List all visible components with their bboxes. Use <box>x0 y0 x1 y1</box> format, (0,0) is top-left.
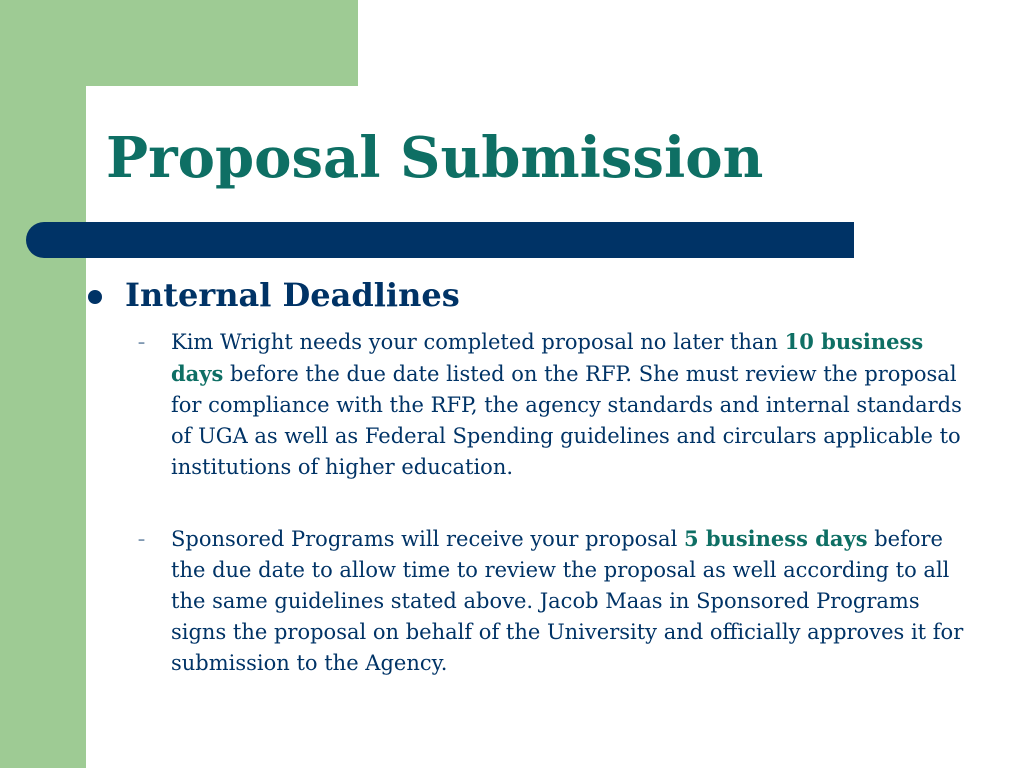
sub-bullet-item <box>171 523 971 679</box>
section-heading: Internal Deadlines <box>125 276 460 314</box>
bullet-dot-icon <box>88 290 102 304</box>
sub-bullet-text: Kim Wright needs your completed proposal no later than <box>171 330 785 354</box>
slide-title: Proposal Submission <box>106 125 764 191</box>
sub-bullet-text: Sponsored Programs will receive your proposal <box>171 527 684 551</box>
title-divider-bar <box>26 222 854 258</box>
deadline-highlight: 10 business days <box>171 329 924 386</box>
deadline-highlight: 5 business days <box>683 526 868 551</box>
sub-bullet-text: before the due date to allow time to review the proposal as well according to all the same guidelines stated above. Jacob Maas in Sponsored Programs signs the proposal on behalf of the University and officially approves it for submission to the Agency. <box>171 527 964 675</box>
dash-bullet-icon: – <box>138 335 145 351</box>
green-left-strip <box>0 0 86 768</box>
sub-bullet-item <box>171 326 971 483</box>
sub-bullet-text: before the due date listed on the RFP. She must review the proposal for compliance with the RFP, the agency standards and internal standards of UGA as well as Federal Spending guidelines and circulars applicable to institutions of higher education. <box>171 362 962 479</box>
dash-bullet-icon: – <box>138 532 145 548</box>
